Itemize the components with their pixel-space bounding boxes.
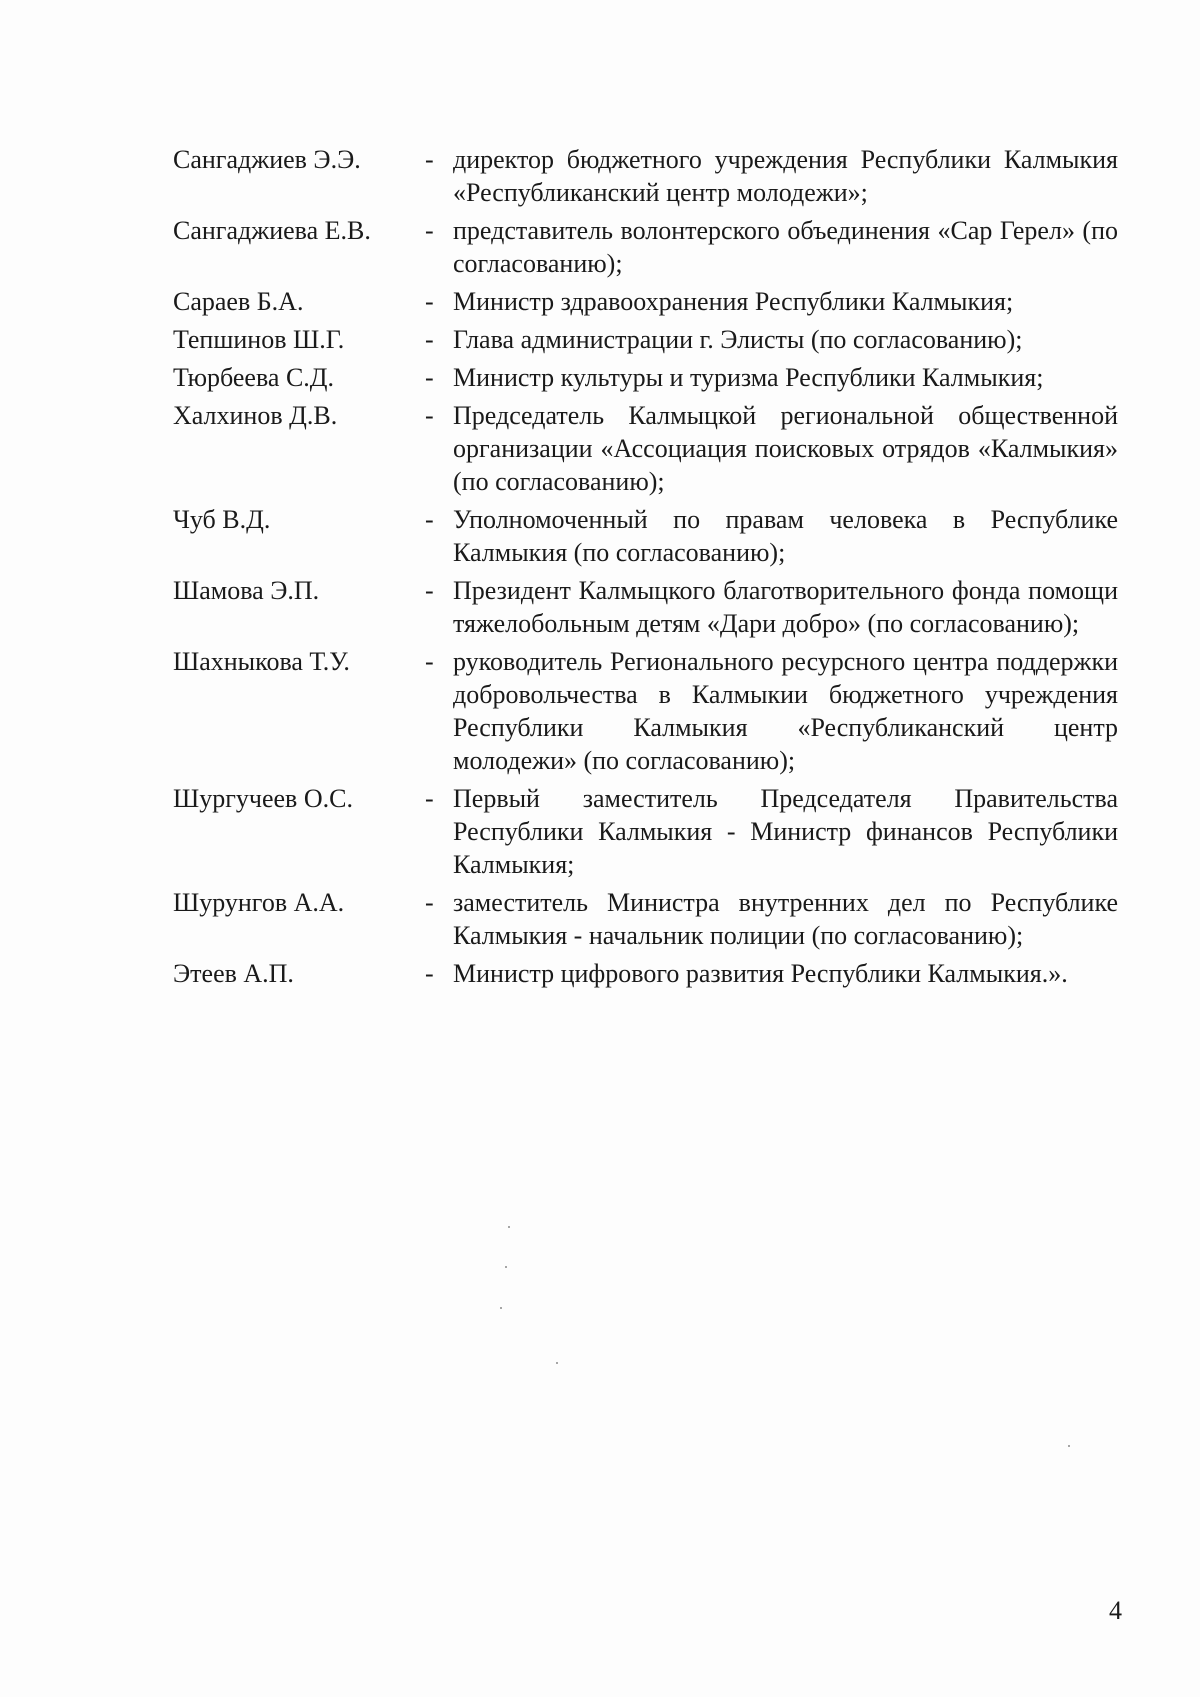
scan-speck bbox=[500, 1307, 502, 1309]
member-role: представитель волонтерского объединения «Сар Герел» (по согласованию); bbox=[453, 216, 1118, 278]
member-dash: - bbox=[425, 325, 434, 354]
member-entry bbox=[173, 957, 1123, 990]
member-role: Уполномоченный по правам человека в Республике Калмыкия (по согласованию); bbox=[453, 505, 1118, 567]
member-name: Шурунгов А.А. bbox=[173, 888, 345, 917]
member-role: Министр культуры и туризма Республики Калмыкия; bbox=[453, 363, 1044, 392]
member-role: Председатель Калмыцкой региональной общественной организации «Ассоциация поисковых отрядов «Калмыкия» (по согласованию); bbox=[453, 401, 1118, 496]
scan-speck bbox=[505, 1266, 507, 1268]
member-dash: - bbox=[425, 287, 434, 316]
member-dash: - bbox=[425, 401, 434, 430]
member-role: директор бюджетного учреждения Республики Калмыкия «Республиканский центр молодежи»; bbox=[453, 145, 1118, 207]
member-name: Шамова Э.П. bbox=[173, 576, 320, 605]
member-name: Шургучеев О.С. bbox=[173, 784, 353, 813]
member-role: Министр цифрового развития Республики Калмыкия.». bbox=[453, 959, 1068, 988]
member-entry bbox=[173, 886, 1123, 952]
member-entry bbox=[173, 782, 1123, 881]
member-dash: - bbox=[425, 363, 434, 392]
member-dash: - bbox=[425, 576, 434, 605]
member-role: Глава администрации г. Элисты (по согласованию); bbox=[453, 325, 1023, 354]
member-name: Тюрбеева С.Д. bbox=[173, 363, 335, 392]
member-entry bbox=[173, 574, 1123, 640]
member-name: Тепшинов Ш.Г. bbox=[173, 325, 345, 354]
member-name: Шахныкова Т.У. bbox=[173, 647, 350, 676]
scan-speck bbox=[1068, 1445, 1070, 1447]
member-name: Сангаджиева Е.В. bbox=[173, 216, 371, 245]
member-name: Сангаджиев Э.Э. bbox=[173, 145, 361, 174]
member-role: руководитель Регионального ресурсного центра поддержки добровольчества в Калмыкии бюджетного учреждения Республики Калмыкия «Республиканский центр молодежи» (по согласованию); bbox=[453, 647, 1118, 775]
member-dash: - bbox=[425, 888, 434, 917]
member-entry bbox=[173, 143, 1123, 209]
member-dash: - bbox=[425, 647, 434, 676]
member-entry bbox=[173, 399, 1123, 498]
member-dash: - bbox=[425, 505, 434, 534]
member-role: Президент Калмыцкого благотворительного фонда помощи тяжелобольным детям «Дари добро» (по согласованию); bbox=[453, 576, 1118, 638]
member-entry bbox=[173, 323, 1123, 356]
member-entry bbox=[173, 285, 1123, 318]
member-dash: - bbox=[425, 216, 434, 245]
member-entry bbox=[173, 503, 1123, 569]
member-name: Сараев Б.А. bbox=[173, 287, 304, 316]
page-number: 4 bbox=[1109, 1596, 1122, 1625]
members-list bbox=[173, 143, 1123, 995]
member-dash: - bbox=[425, 959, 434, 988]
member-name: Этеев А.П. bbox=[173, 959, 294, 988]
member-entry bbox=[173, 214, 1123, 280]
member-role: заместитель Министра внутренних дел по Республике Калмыкия - начальник полиции (по согласованию); bbox=[453, 888, 1118, 950]
member-role: Первый заместитель Председателя Правительства Республики Калмыкия - Министр финансов Республики Калмыкия; bbox=[453, 784, 1118, 879]
member-dash: - bbox=[425, 145, 434, 174]
member-dash: - bbox=[425, 784, 434, 813]
member-entry bbox=[173, 361, 1123, 394]
scan-speck bbox=[508, 1226, 510, 1228]
scan-speck bbox=[556, 1362, 558, 1364]
member-name: Халхинов Д.В. bbox=[173, 401, 338, 430]
member-role: Министр здравоохранения Республики Калмыкия; bbox=[453, 287, 1014, 316]
member-name: Чуб В.Д. bbox=[173, 505, 271, 534]
member-entry bbox=[173, 645, 1123, 777]
